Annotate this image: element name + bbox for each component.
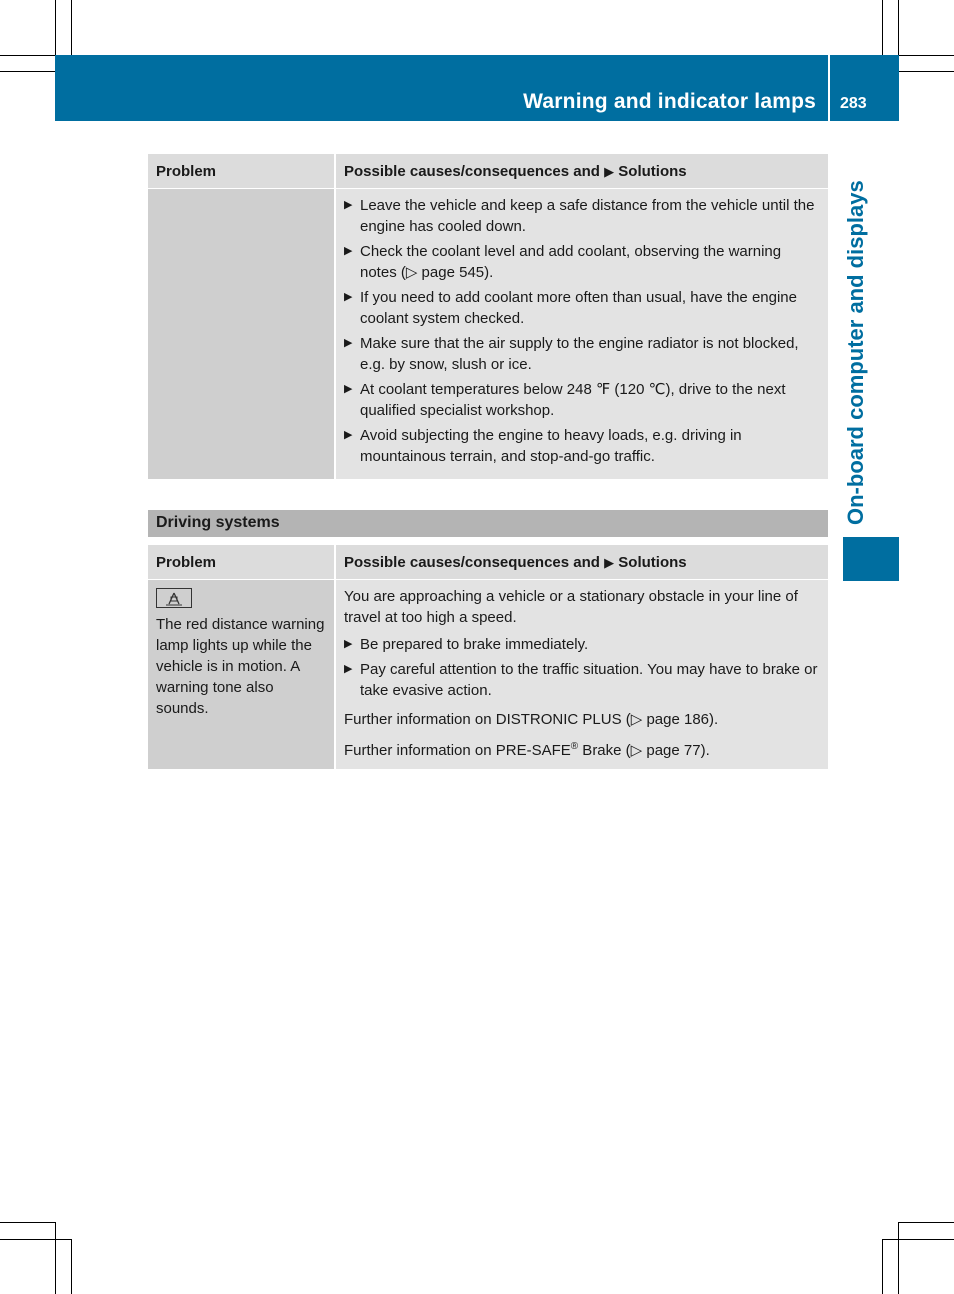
crop-mark <box>55 0 56 55</box>
solutions-arrow-icon: ▶ <box>604 554 615 570</box>
bullet-arrow-icon: ▶ <box>344 663 353 675</box>
list-item-text: Be prepared to brake immediately. <box>360 636 589 653</box>
bullet-arrow-icon: ▶ <box>344 638 353 650</box>
crop-mark <box>898 0 899 55</box>
crop-mark <box>71 0 72 55</box>
further-info-distronic: Further information on DISTRONIC PLUS (▷ page 186). <box>344 711 719 728</box>
page-number-box <box>830 55 899 121</box>
problem-cell <box>148 189 335 480</box>
problem-text: The red distance warning lamp lights up while the vehicle is in motion. A warning tone also sounds. <box>156 616 325 717</box>
table-row <box>148 580 828 770</box>
list-item <box>344 241 820 283</box>
list-item-text: Pay careful attention to the traffic situation. You may have to brake or take evasive action. <box>360 661 818 699</box>
crop-mark <box>0 71 55 72</box>
list-item-text: Check the coolant level and add coolant, observing the warning notes (▷ page 545). <box>360 243 782 281</box>
bullet-arrow-icon: ▶ <box>344 429 353 441</box>
list-item-text: Leave the vehicle and keep a safe distance from the vehicle until the engine has cooled down. <box>360 197 815 235</box>
crop-mark <box>0 1222 55 1223</box>
causes-intro: You are approaching a vehicle or a stationary obstacle in your line of travel at too high a speed. <box>344 588 798 626</box>
crop-mark <box>55 1222 56 1294</box>
solutions-arrow-icon: ▶ <box>604 163 615 179</box>
list-item-text: If you need to add coolant more often than usual, have the engine coolant system checked. <box>360 289 797 327</box>
list-item <box>344 333 820 375</box>
bullet-arrow-icon: ▶ <box>344 291 353 303</box>
list-item <box>344 195 820 237</box>
chapter-side-tab: On-board computer and displays <box>843 180 868 525</box>
causes-cell <box>335 580 828 770</box>
registered-mark: ® <box>570 741 579 752</box>
list-item <box>344 634 820 655</box>
list-item <box>344 379 820 421</box>
crop-mark <box>899 71 954 72</box>
problem-cell <box>148 580 335 770</box>
list-item-text: Make sure that the air supply to the engine radiator is not blocked, e.g. by snow, slush or ice. <box>360 335 799 373</box>
section-title: Driving systems <box>156 514 280 531</box>
problem-header: Problem <box>148 545 335 580</box>
crop-mark <box>899 55 954 56</box>
causes-cell <box>335 189 828 480</box>
page-number: 283 <box>840 95 867 112</box>
list-item <box>344 287 820 329</box>
driving-systems-table <box>148 545 828 769</box>
crop-mark <box>882 0 883 55</box>
table-header-row <box>148 545 828 580</box>
page-header <box>55 55 828 121</box>
crop-mark <box>882 1239 954 1240</box>
crop-mark <box>0 55 55 56</box>
further-info-presafe-suffix: Brake (▷ page 77). <box>578 742 710 759</box>
causes-header-text: Possible causes/consequences and <box>344 162 600 180</box>
list-item <box>344 425 820 467</box>
solutions-header-text: Solutions <box>618 162 687 180</box>
causes-header <box>335 545 828 580</box>
bullet-arrow-icon: ▶ <box>344 199 353 211</box>
further-info-presafe <box>344 736 820 761</box>
chapter-tab-marker <box>843 537 899 581</box>
list-item-text: Avoid subjecting the engine to heavy loads, e.g. driving in mountainous terrain, and stop-and-go traffic. <box>360 427 742 465</box>
causes-header-text: Possible causes/consequences and <box>344 553 600 571</box>
list-item <box>344 659 820 701</box>
bullet-arrow-icon: ▶ <box>344 245 353 257</box>
page-title: Warning and indicator lamps <box>523 90 816 113</box>
causes-header <box>335 154 828 189</box>
list-item-text: At coolant temperatures below 248 ℉ (120 ℃), drive to the next qualified specialist workshop. <box>360 381 786 419</box>
coolant-table <box>148 154 828 479</box>
crop-mark <box>899 1222 954 1223</box>
bullet-arrow-icon: ▶ <box>344 383 353 395</box>
section-header <box>148 510 828 537</box>
table-header-row <box>148 154 828 189</box>
distance-warning-lamp-icon <box>156 588 192 608</box>
further-info-presafe-text: Further information on PRE-SAFE <box>344 742 571 759</box>
bullet-arrow-icon: ▶ <box>344 337 353 349</box>
crop-mark <box>898 1222 899 1294</box>
solutions-header-text: Solutions <box>618 553 687 571</box>
crop-mark <box>71 1239 72 1294</box>
crop-mark <box>882 1239 883 1294</box>
crop-mark <box>0 1239 71 1240</box>
table-row <box>148 189 828 480</box>
problem-header: Problem <box>148 154 335 189</box>
